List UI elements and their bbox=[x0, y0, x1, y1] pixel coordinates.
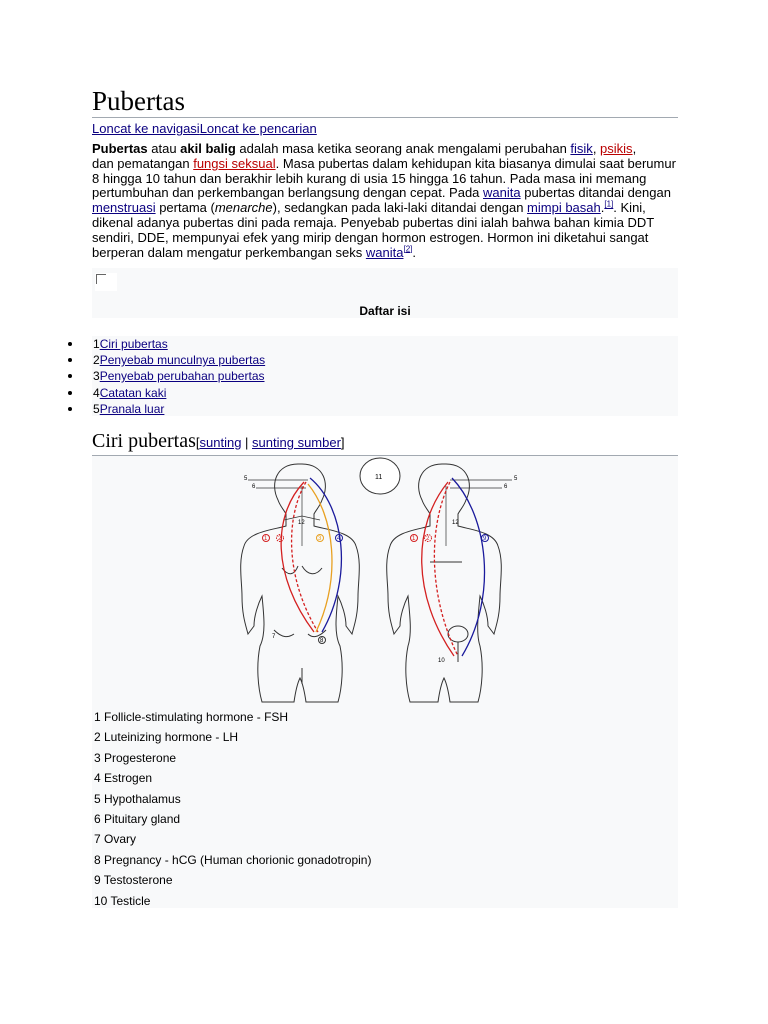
text: . bbox=[412, 244, 416, 260]
toc-number: 5 bbox=[93, 401, 100, 416]
text: , bbox=[632, 141, 637, 156]
toc-title: Daftar isi bbox=[359, 304, 411, 318]
label-4: 4 bbox=[337, 536, 341, 542]
arrow-progesterone bbox=[308, 484, 332, 632]
link-psikis[interactable]: psikis bbox=[600, 141, 633, 156]
label-11: 11 bbox=[375, 474, 383, 481]
label-10: 10 bbox=[438, 658, 445, 664]
label-9: 9 bbox=[483, 536, 487, 542]
label-2-male: 2 bbox=[426, 536, 430, 542]
jump-to-navigation-link[interactable]: Loncat ke navigasi bbox=[92, 121, 200, 136]
text: . Kini, dikenal adanya pubertas dini pada remaja. Penyebab pubertas dini ialah bahwa bahan kimia DDT sendiri, DDE, mempunyai efek yang mirip dengan hormon estrogen. Hormon ini diketahui sangat berperan dalam mengatur perkembangan seks bbox=[92, 200, 655, 260]
bracket: ] bbox=[340, 435, 345, 450]
figure-box bbox=[92, 456, 678, 908]
legend-item: 3 Progesterone bbox=[94, 750, 177, 765]
link-wanita[interactable]: wanita bbox=[483, 185, 521, 201]
toc-item[interactable] bbox=[68, 352, 265, 368]
toc-link-catatan-kaki[interactable]: Catatan kaki bbox=[99, 385, 167, 400]
text: ), sedangkan pada laki-laki ditandai dengan bbox=[272, 200, 528, 216]
arrow-fsh-female bbox=[281, 482, 314, 632]
reference-2[interactable]: [2] bbox=[403, 244, 413, 254]
toc-link-penyebab-perubahan[interactable]: Penyebab perubahan pubertas bbox=[99, 369, 265, 384]
label-6-right: 6 bbox=[504, 484, 508, 490]
toc-toggle-checkbox[interactable] bbox=[95, 273, 117, 291]
jump-links bbox=[92, 121, 317, 136]
toc-link-ciri-pubertas[interactable]: Ciri pubertas bbox=[99, 337, 168, 351]
checkbox-icon bbox=[96, 274, 106, 284]
toc-header bbox=[92, 268, 678, 318]
bullet-icon bbox=[68, 391, 72, 395]
text: pertama ( bbox=[155, 200, 215, 216]
legend-item: 1 Follicle-stimulating hormone - FSH bbox=[94, 710, 289, 724]
reference-1[interactable]: [1] bbox=[604, 199, 614, 209]
link-fungsi-seksual[interactable]: fungsi seksual bbox=[193, 155, 276, 171]
legend-item: 6 Pituitary gland bbox=[94, 811, 181, 826]
toc-item[interactable] bbox=[68, 385, 265, 401]
toc-number: 3 bbox=[93, 369, 100, 384]
female-body-outline bbox=[241, 464, 360, 702]
toc-link-pranala-luar[interactable]: Pranala luar bbox=[99, 401, 165, 416]
toc-item[interactable] bbox=[68, 368, 265, 384]
edit-link[interactable]: sunting bbox=[199, 435, 242, 450]
label-3: 3 bbox=[318, 536, 322, 542]
puberty-hormone-diagram bbox=[232, 456, 532, 706]
figure-legend bbox=[94, 709, 371, 913]
text: , bbox=[592, 141, 601, 156]
term-pubertas: Pubertas bbox=[92, 141, 148, 156]
hormone-number-labels bbox=[263, 535, 489, 665]
link-menstruasi[interactable]: menstruasi bbox=[92, 200, 156, 216]
term-menarche: menarche bbox=[214, 200, 273, 216]
text: dan pematangan bbox=[92, 155, 194, 171]
legend-item: 10 Testicle bbox=[94, 893, 151, 908]
label-1-male: 1 bbox=[412, 536, 416, 542]
label-8: 8 bbox=[320, 638, 324, 644]
text: atau bbox=[147, 141, 181, 156]
text: pubertas ditandai dengan bbox=[520, 185, 671, 201]
legend-item: 9 Testosterone bbox=[94, 873, 173, 888]
text: adalah masa ketika seorang anak mengalami perubahan bbox=[235, 141, 571, 156]
text: . Masa pubertas dalam kehidupan kita biasanya dimulai saat berumur 8 hingga 10 tahun dan berakhir lebih kurang di usia 15 hingga 16 tahun. Pada masa ini memang pertumbuhan dan perkembangan berlangsung dengan cepat. Pada bbox=[92, 155, 676, 201]
toc-link-penyebab-munculnya[interactable]: Penyebab munculnya pubertas bbox=[99, 353, 266, 368]
bullet-icon bbox=[68, 374, 72, 378]
intro-paragraph bbox=[92, 142, 678, 260]
legend-item: 4 Estrogen bbox=[94, 771, 153, 786]
label-2-female: 2 bbox=[278, 536, 282, 542]
toc-item[interactable] bbox=[68, 336, 265, 352]
toc-item[interactable] bbox=[68, 401, 265, 417]
legend-item: 8 Pregnancy - hCG (Human chorionic gonadotropin) bbox=[94, 852, 372, 867]
label-7: 7 bbox=[272, 634, 276, 640]
bullet-icon bbox=[68, 358, 72, 362]
section-edit-links bbox=[196, 435, 345, 450]
bullet-icon bbox=[68, 342, 72, 346]
link-fisik[interactable]: fisik bbox=[570, 141, 593, 156]
toc-list bbox=[68, 336, 265, 417]
edit-source-link[interactable]: sunting sumber bbox=[252, 435, 341, 450]
section-heading-ciri-pubertas bbox=[92, 430, 678, 456]
legend-item: 5 Hypothalamus bbox=[94, 791, 181, 806]
toc-number: 4 bbox=[93, 385, 100, 400]
link-mimpi-basah[interactable]: mimpi basah bbox=[527, 200, 601, 216]
label-1-female: 1 bbox=[264, 536, 268, 542]
label-5-left: 5 bbox=[244, 476, 248, 482]
link-wanita-2[interactable]: wanita bbox=[365, 244, 404, 260]
bracket: [ bbox=[195, 435, 200, 450]
section-title: Ciri pubertas bbox=[92, 430, 196, 452]
legend-item: 2 Luteinizing hormone - LH bbox=[94, 730, 239, 745]
toc-number: 1 bbox=[93, 337, 100, 351]
label-6-left: 6 bbox=[252, 484, 256, 490]
bullet-icon bbox=[68, 407, 72, 411]
label-5-right: 5 bbox=[514, 476, 518, 482]
jump-to-search-link[interactable]: Loncat ke pencarian bbox=[199, 121, 317, 136]
term-akil-balig: akil balig bbox=[180, 141, 236, 156]
arrow-testosterone bbox=[452, 478, 485, 656]
label-12-left: 12 bbox=[298, 520, 305, 526]
arrow-lh-female bbox=[292, 482, 318, 632]
text: . bbox=[600, 200, 605, 216]
toc-number: 2 bbox=[93, 353, 100, 368]
label-12-right: 12 bbox=[452, 520, 459, 526]
legend-item: 7 Ovary bbox=[94, 832, 137, 847]
page-title: Pubertas bbox=[92, 86, 678, 118]
separator: | bbox=[241, 435, 253, 450]
